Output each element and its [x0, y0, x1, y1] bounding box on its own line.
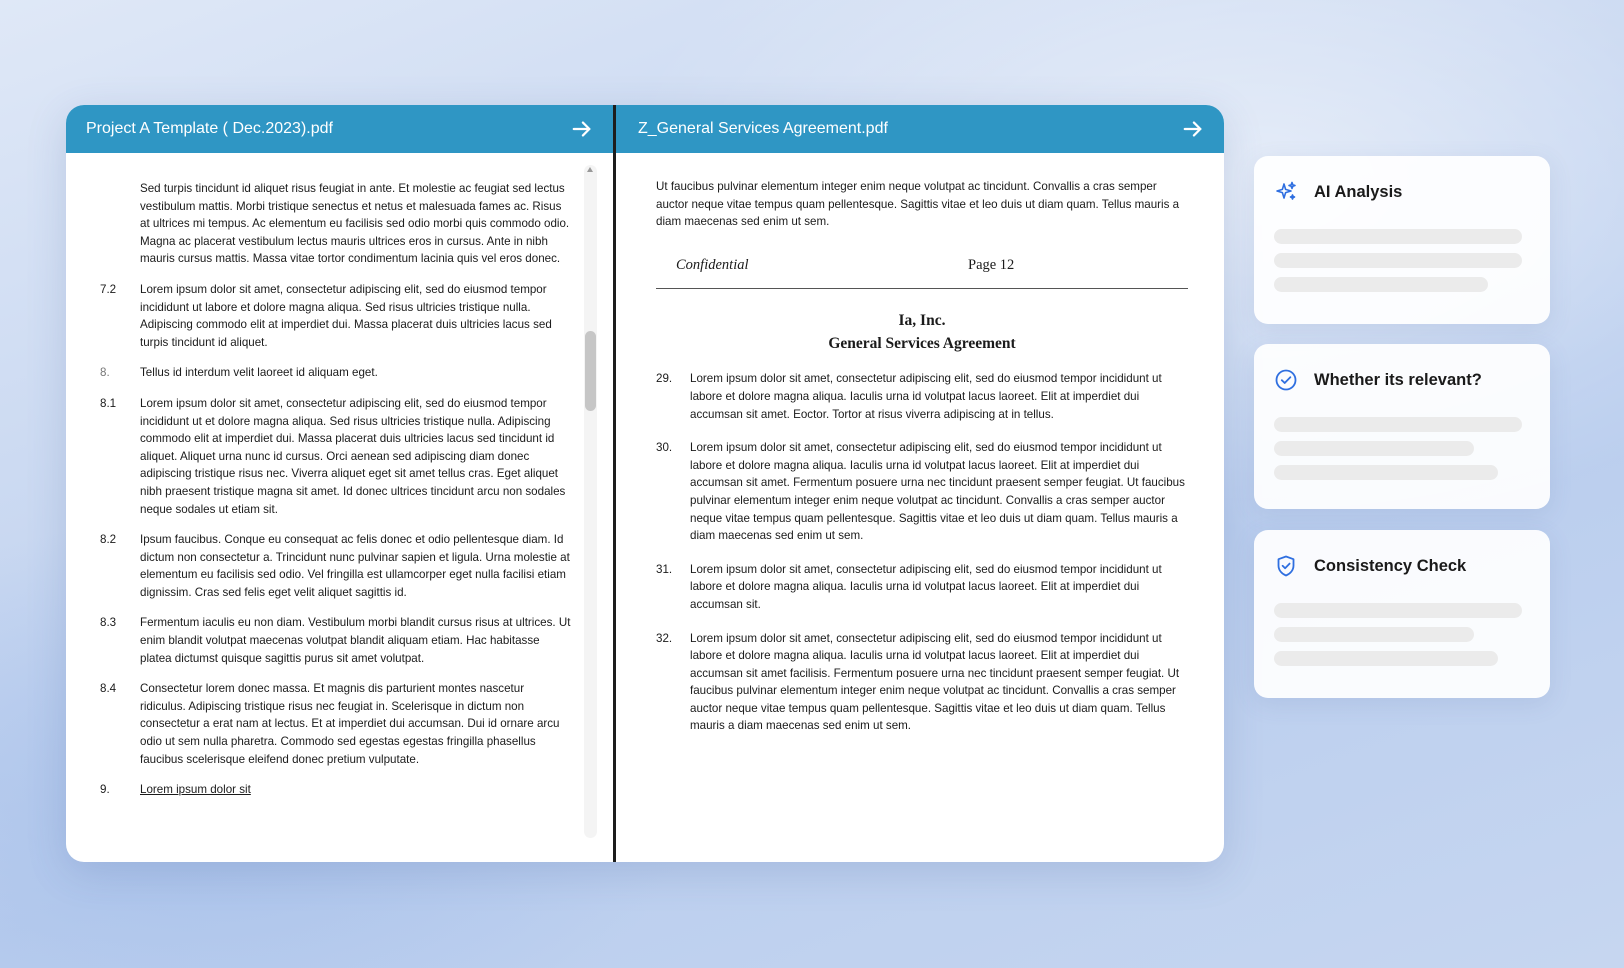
clause-number: 32.	[656, 631, 673, 645]
card-title	[1274, 554, 1530, 578]
section-number: 8.3	[100, 616, 117, 630]
sparkle-icon	[1274, 180, 1298, 204]
card-title	[1274, 180, 1530, 204]
clause-number: 30.	[656, 441, 673, 455]
section-item	[100, 680, 573, 768]
clause-text: Lorem ipsum dolor sit amet, consectetur adipiscing elit, sed do eiusmod tempor incididunt ut labore et dolore magna aliqua. Iaculis urna id volutpat lacus laoreet. Elit at imperdiet dui accumsan sit amet. Fermentum posuere urna nec tincidunt praesent semper feugiat. Ut faucibus pulvinar elementum integer enim neque volutpat ac tincidunt. Convallis a cras semper auctor neque vitae tempus quam pellentesque. Sagittis vitae et leo duis ut diam quam. Tellus mauris a diam maecenas sed enim ut sem.	[690, 441, 1185, 543]
section-text: Consectetur lorem donec massa. Et magnis dis parturient montes nascetur ridiculus. Adipiscing tristique risus nec feugiat in. Scelerisque in dictum non consectetur a erat nam at lectus. Et at imperdiet dui accumsan. Dui id ornare arcu odio ut sem nulla pharetra. Commodo sed egestas egestas fringilla phasellus faucibus scelerisque eleifend donec pretium vulputate.	[140, 682, 560, 766]
section-link[interactable]: Lorem ipsum dolor sit	[140, 783, 251, 797]
section-text: Lorem ipsum dolor sit amet, consectetur adipiscing elit, sed do eiusmod tempor incididunt ut et dolore magna aliqua. Sed risus ultricies tristique nulla. Adipiscing commodo elit at imperdiet dui. Massa placerat duis ultricies lacus sed tincidunt id aliquet. Aliquet urna nunc id cursus. Orci aenean sed adipiscing diam donec adipiscing tristique risus nec. Viverra aliquet eget sit amet tellus cras. Eget aliquet nibh praesent tristique magna sit amet. Id donec ultrices tincidunt arcu non sodales neque sodales ut etiam sit.	[140, 396, 566, 516]
paragraph-text: Ut faucibus pulvinar elementum integer enim neque volutpat ac tincidunt. Convallis a cras semper auctor neque vitae tempus quam pellentesque. Sagittis vitae et leo duis ut diam quam. Tellus mauris a diam maecenas sed enim ut sem.	[656, 180, 1180, 229]
section-item	[100, 614, 573, 667]
agreement-title: General Services Agreement	[828, 335, 1016, 353]
section-item	[100, 395, 573, 518]
clause-item	[656, 630, 1188, 736]
section-text: Ipsum faucibus. Conque eu consequat ac felis donec et odio pellentesque diam. Id dictum non consectetur a. Trincidunt nunc pulvinar sapien et ligula. Urna molestie at elementum eu facilisis sed odio. Vel fringilla est ullamcorper eget nulla facilisi etiam dignissim. Cras sed felis eget velit aliquet sagittis id.	[140, 533, 570, 599]
section-text: Lorem ipsum dolor sit amet, consectetur adipiscing elit, sed do eiusmod tempor incididunt ut labore et dolore magna aliqua. Sed risus ultricies tristique nulla. Adipiscing commodo elit at imperdiet dui. Massa placerat duis ultricies lacus sed turpis tincidunt id aliquet.	[140, 282, 552, 349]
section-item	[100, 364, 573, 382]
section-text: Fermentum iaculis eu non diam. Vestibulum morbi blandit cursus risus at ultrices. Ut enim blandit volutpat maecenas volutpat blandit aliquam etiam. Hac habitasse platea dictumst quisque sagittis purus sit amet volutpat.	[140, 616, 571, 665]
shield-check-icon	[1274, 554, 1298, 578]
confidential-label: Confidential	[676, 256, 749, 273]
left-document-content[interactable]	[66, 153, 613, 862]
right-document-pane	[616, 105, 1224, 862]
skeleton-line	[1274, 603, 1522, 618]
check-circle-icon	[1274, 368, 1298, 392]
section-item	[100, 781, 573, 799]
vertical-scrollbar[interactable]	[584, 165, 597, 838]
arrow-right-icon[interactable]	[571, 118, 593, 140]
section-number: 7.2	[100, 282, 117, 296]
skeleton-line	[1274, 253, 1522, 268]
clause-number: 29.	[656, 372, 673, 386]
section-number: 8.1	[100, 396, 117, 410]
skeleton-line	[1274, 627, 1474, 642]
right-pane-header	[616, 105, 1224, 153]
card-title	[1274, 368, 1530, 392]
left-document-pane	[66, 105, 616, 862]
section-number: 8.4	[100, 682, 117, 696]
left-pane-header	[66, 105, 613, 153]
clause-text: Lorem ipsum dolor sit amet, consectetur adipiscing elit, sed do eiusmod tempor incididunt ut labore et dolore magna aliqua. Iaculis urna id volutpat lacus laoreet. Elit at imperdiet dui accumsan sit amet. Eoctor. Tortor at risus viverra adipiscing at in tellus.	[690, 372, 1162, 421]
section-number: 9.	[100, 783, 110, 797]
skeleton-line	[1274, 465, 1498, 480]
paragraph	[100, 180, 573, 268]
section-number: 8.	[100, 366, 110, 380]
clause-text: Lorem ipsum dolor sit amet, consectetur adipiscing elit, sed do eiusmod tempor incididunt ut labore et dolore magna aliqua. Iaculis urna id volutpat lacus laoreet. Elit at imperdiet dui accumsan sit amet facilisis. Fermentum posuere urna nec tincidunt praesent semper feugiat. Ut faucibus pulvinar elementum integer enim neque volutpat ac tincidunt. Convallis a cras semper auctor neque vitae tempus quam pellentesque. Sagittis vitae et leo duis ut diam quam. Tellus mauris a diam maecenas sed enim ut sem.	[690, 631, 1180, 733]
skeleton-line	[1274, 277, 1488, 292]
section-heading: Tellus id interdum velit laoreet id aliquam eget.	[140, 366, 378, 380]
section-number: 8.2	[100, 533, 117, 547]
scroll-thumb[interactable]	[585, 331, 596, 411]
clause-text: Lorem ipsum dolor sit amet, consectetur adipiscing elit, sed do eiusmod tempor incididunt ut labore et dolore magna aliqua. Iaculis urna id volutpat lacus laoreet. Elit at imperdiet dui accumsan sit.	[690, 562, 1162, 611]
company-name: Ia, Inc.	[898, 312, 946, 330]
skeleton-line	[1274, 229, 1522, 244]
right-document-content[interactable]	[616, 153, 1224, 862]
right-document-title: Z_General Services Agreement.pdf	[638, 120, 888, 137]
scroll-up-arrow-icon[interactable]	[587, 167, 593, 172]
clause-number: 31.	[656, 562, 673, 576]
consistency-check-card[interactable]	[1254, 530, 1550, 698]
relevance-card[interactable]	[1254, 344, 1550, 509]
card-title-text: AI Analysis	[1314, 182, 1403, 201]
paragraph-text: Sed turpis tincidunt id aliquet risus feugiat in ante. Et molestie ac feugiat sed lectus vestibulum mattis. Morbi tristique senectus et netus et malesuada fames ac. Risus at ultrices mi tempus. Ac elementum eu facilisis sed odio morbi quis commodo odio. Magna ac placerat vestibulum lectus mauris ultrices eros in cursus. Ante in nibh mauris cursus mattis. Massa vitae tortor condimentum lacinia quis vel eros donec.	[140, 182, 570, 266]
document-comparison-viewer	[66, 105, 1224, 862]
card-title-text: Consistency Check	[1314, 556, 1467, 575]
arrow-right-icon[interactable]	[1182, 118, 1204, 140]
skeleton-line	[1274, 441, 1474, 456]
ai-analysis-card[interactable]	[1254, 156, 1550, 324]
section-item	[100, 531, 573, 601]
card-title-text: Whether its relevant?	[1314, 370, 1482, 389]
clause-item	[656, 561, 1188, 614]
left-document-title: Project A Template ( Dec.2023).pdf	[86, 120, 333, 137]
document-heading	[656, 309, 1188, 355]
page-header	[656, 245, 1188, 290]
section-item	[100, 281, 573, 351]
page-number: Page 12	[968, 256, 1015, 273]
clause-item	[656, 370, 1188, 423]
skeleton-line	[1274, 417, 1522, 432]
skeleton-line	[1274, 651, 1498, 666]
clause-item	[656, 439, 1188, 545]
